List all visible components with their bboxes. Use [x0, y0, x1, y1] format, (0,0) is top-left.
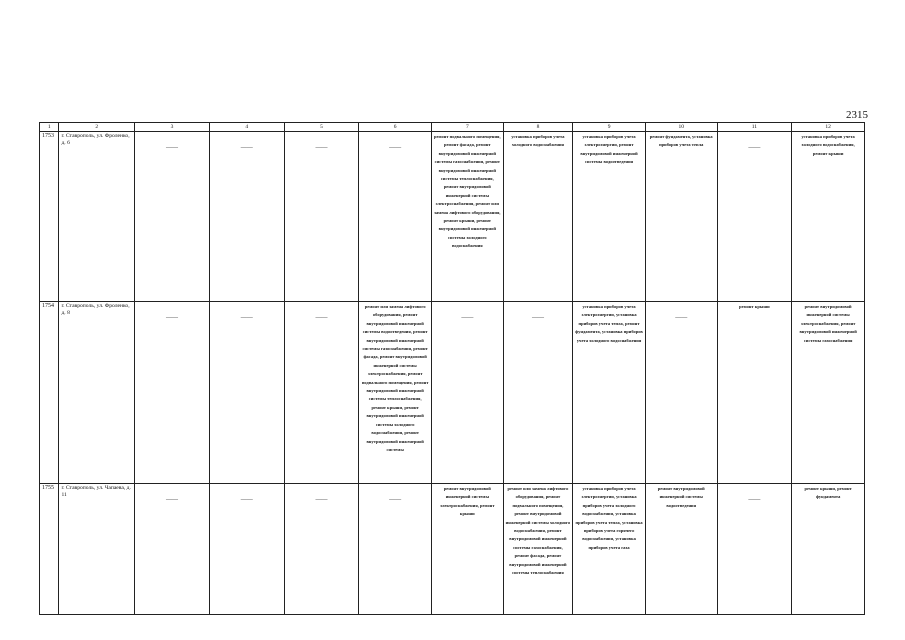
cell-col7: —— [432, 302, 504, 484]
cell-col6: ремонт или замена лифтового оборудования, ремонт внутридомовой инженерной системы водоотведения, ремонт внутридомовой инженерной системы газоснабжения, ремонт фасада, ремонт внутридомовой инженерной системы электроснабжения, ремонт подвального помещения, ремонт внутридомовой инженерной системы теплоснабжения, ремонт крыши, ремонт внутридомовой инженерной системы холодного водоснабжения, ремонт внутридомовой инженерной системы [359, 302, 432, 484]
table-row [40, 132, 865, 302]
address-cell: г. Ставрополь, ул. Фроленко, д. 8 [59, 302, 135, 484]
col-header-6: 6 [359, 123, 432, 132]
col-header-5: 5 [284, 123, 359, 132]
col-header-4: 4 [209, 123, 284, 132]
cell-col12: ремонт крыши, ремонт фундамента [792, 484, 865, 615]
col-header-10: 10 [645, 123, 717, 132]
col-header-9: 9 [573, 123, 646, 132]
cell-col4: —— [209, 484, 284, 615]
cell-col7: ремонт подвального помещения, ремонт фасада, ремонт внутридомовой инженерной системы газоснабжения, ремонт внутридомовой инженерной системы теплоснабжения, ремонт внутридомовой инженерной системы электроснабжения, ремонт или замена лифтового оборудования, ремонт крыши, ремонт внутридомовой инженерной системы холодного водоснабжения [432, 132, 504, 302]
cell-col9: установка приборов учета электроэнергии, установка приборов учета холодного водоснабжения, установка приборов учета тепла, установка приборов учета горячего водоснабжения, установка приборов учета газа [573, 484, 646, 615]
cell-col5: —— [284, 302, 359, 484]
address-cell: г. Ставрополь, ул. Чапаева, д. 11 [59, 484, 135, 615]
cell-col7: ремонт внутридомовой инженерной системы электроснабжения, ремонт крыши [432, 484, 504, 615]
row-number: 1753 [40, 132, 59, 302]
col-header-7: 7 [432, 123, 504, 132]
col-header-12: 12 [792, 123, 865, 132]
page-number: 2315 [846, 109, 868, 121]
col-header-8: 8 [503, 123, 573, 132]
cell-col11: ремонт крыши [717, 302, 792, 484]
cell-col3: —— [135, 132, 210, 302]
col-header-3: 3 [135, 123, 210, 132]
cell-col10: ремонт внутридомовой инженерной системы водоотведения [645, 484, 717, 615]
cell-col11: —— [717, 132, 792, 302]
cell-col4: —— [209, 302, 284, 484]
cell-col6: —— [359, 132, 432, 302]
cell-col3: —— [135, 484, 210, 615]
cell-col8: установка приборов учета холодного водоснабжения [503, 132, 573, 302]
cell-col6: —— [359, 484, 432, 615]
cell-col11: —— [717, 484, 792, 615]
col-header-1: 1 [40, 123, 59, 132]
col-header-2: 2 [59, 123, 135, 132]
row-number: 1754 [40, 302, 59, 484]
cell-col12: ремонт внутридомовой инженерной системы электроснабжения, ремонт внутридомовой инженерной системы газоснабжения [792, 302, 865, 484]
repair-schedule-table [39, 122, 865, 615]
cell-col8: —— [503, 302, 573, 484]
cell-col9: установка приборов учета электроэнергии, установка приборов учета тепла, ремонт фундамента, установка приборов учета холодного водоснабжения [573, 302, 646, 484]
cell-col10: —— [645, 302, 717, 484]
cell-col5: —— [284, 484, 359, 615]
table-row [40, 484, 865, 615]
table-row [40, 302, 865, 484]
cell-col10: ремонт фундамента, установка приборов учета тепла [645, 132, 717, 302]
cell-col3: —— [135, 302, 210, 484]
cell-col5: —— [284, 132, 359, 302]
cell-col9: установка приборов учета электроэнергии, ремонт внутридомовой инженерной системы водоотведения [573, 132, 646, 302]
header-row [40, 123, 865, 132]
cell-col8: ремонт или замена лифтового оборудования, ремонт подвального помещения, ремонт внутридомовой инженерной системы холодного водоснабжения, ремонт внутридомовой инженерной системы газоснабжения, ремонт фасада, ремонт внутридомовой инженерной системы теплоснабжения [503, 484, 573, 615]
cell-col4: —— [209, 132, 284, 302]
row-number: 1755 [40, 484, 59, 615]
cell-col12: установка приборов учета холодного водоснабжения, ремонт крыши [792, 132, 865, 302]
address-cell: г. Ставрополь, ул. Фроленко, д. 6 [59, 132, 135, 302]
col-header-11: 11 [717, 123, 792, 132]
